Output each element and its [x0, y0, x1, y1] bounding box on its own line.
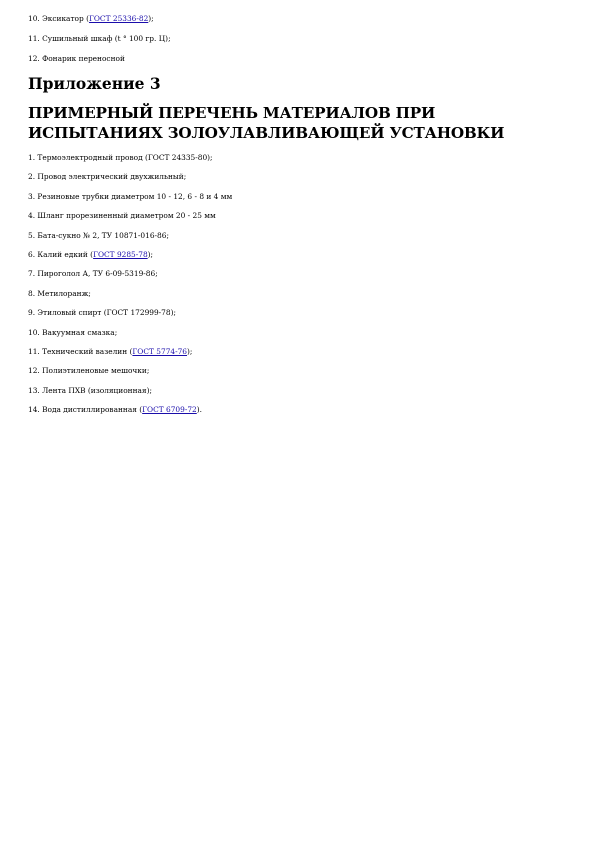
- list-item: [28, 231, 573, 240]
- list-item-text: 2. Провод электрический двухжильный;: [28, 172, 187, 182]
- page-title: ПРИМЕРНЫЙ ПЕРЕЧЕНЬ МАТЕРИАЛОВ ПРИ ИСПЫТАНИЯХ ЗОЛОУЛАВЛИВАЮЩЕЙ УСТАНОВКИ: [28, 104, 505, 142]
- document-page: [28, 14, 573, 424]
- list-item-text: 7. Пироголол А, ТУ 6-09-5319-86;: [28, 269, 158, 279]
- list-item: [28, 192, 573, 201]
- list-item-suffix: );: [148, 14, 154, 23]
- list-item: [28, 386, 573, 395]
- list-item: [28, 250, 573, 259]
- list-item-text: 10. Эксикатор (: [28, 14, 89, 23]
- list-item: [28, 308, 573, 317]
- list-item-text: 13. Лента ПХВ (изоляционная);: [28, 385, 152, 395]
- list-item: [28, 14, 573, 23]
- list-item-text: 12. Фонарик переносной: [28, 54, 125, 63]
- gost-link[interactable]: ГОСТ 5774-76: [132, 346, 188, 356]
- list-item-text: 10. Вакуумная смазка;: [28, 327, 118, 337]
- list-item-suffix: );: [147, 249, 154, 259]
- list-item: [28, 269, 573, 278]
- list-item: [28, 289, 573, 298]
- list-item-text: 8. Метилоранж;: [28, 288, 91, 298]
- list-item-text: 6. Калий едкий (: [28, 249, 94, 259]
- list-item: [28, 172, 573, 181]
- list-item-text: 5. Бата-сукно № 2, ТУ 10871-016-86;: [28, 230, 169, 240]
- list-item: [28, 34, 573, 43]
- list-item-text: 12. Полиэтиленовые мешочки;: [28, 366, 150, 376]
- list-item-suffix: );: [187, 346, 193, 356]
- list-item: [28, 54, 573, 63]
- gost-link[interactable]: ГОСТ 9285-78: [93, 249, 148, 259]
- list-item: [28, 366, 573, 375]
- list-item-text: 14. Вода дистиллированная (: [28, 405, 143, 415]
- appendix-label: Приложение 3: [28, 74, 161, 93]
- list-item-text: 1. Термоэлектродный провод (ГОСТ 24335-80);: [28, 153, 213, 162]
- materials-list: [28, 153, 573, 414]
- list-item: [28, 153, 573, 162]
- list-item-suffix: ).: [196, 405, 202, 415]
- list-item: [28, 211, 573, 220]
- gost-link[interactable]: ГОСТ 25336-82: [88, 14, 149, 23]
- list-item: [28, 405, 573, 414]
- equipment-list-continued: [28, 14, 573, 63]
- list-item-text: 9. Этиловый спирт (ГОСТ 172999-78);: [28, 308, 176, 318]
- list-item-text: 3. Резиновые трубки диаметром 10 - 12, 6 - 8 и 4 мм: [28, 191, 233, 201]
- gost-link[interactable]: ГОСТ 6709-72: [142, 405, 197, 415]
- list-item: [28, 347, 573, 356]
- list-item-text: 11. Сушильный шкаф (t ° 100 гр. Ц);: [28, 34, 171, 43]
- list-item-text: 11. Технический вазелин (: [28, 346, 133, 356]
- list-item-text: 4. Шланг прорезиненный диаметром 20 - 25 мм: [28, 211, 216, 221]
- list-item: [28, 328, 573, 337]
